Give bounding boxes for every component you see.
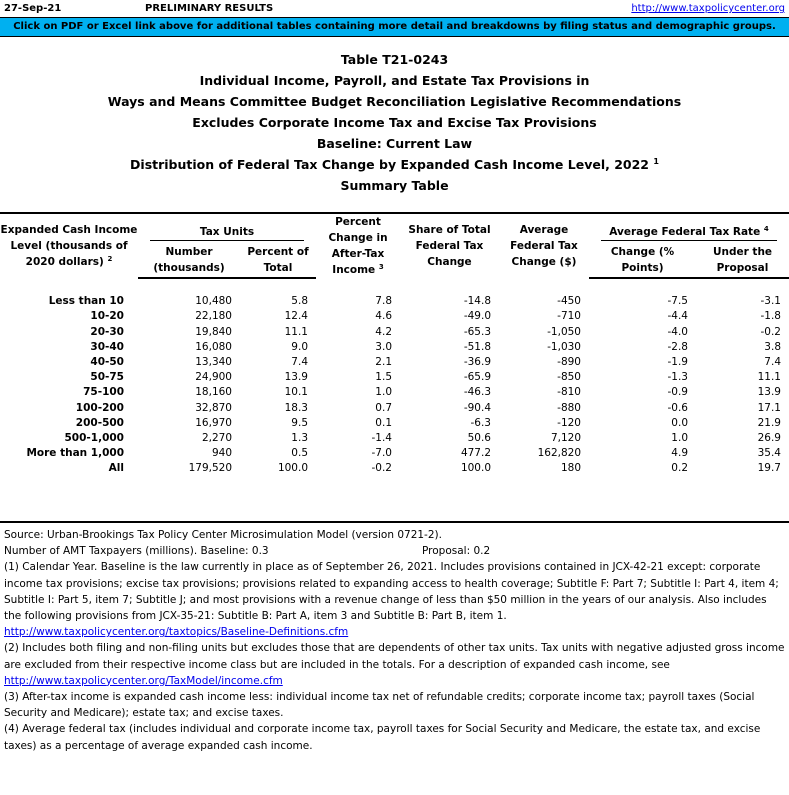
change-points-cell: -1.9 <box>667 356 688 369</box>
footnote-3: (3) After-tax income is expanded cash income less: individual income tax net of refundable credits; corporate income tax; payroll taxes (Social Security and Medicare); estate tax; and excise taxes. <box>4 691 755 720</box>
avg-change-cell: 7,120 <box>550 431 581 444</box>
income-level-cell: 20-30 <box>90 325 124 338</box>
income-level-cell: 200-500 <box>75 416 124 429</box>
change-points-header: Change (% Points) <box>589 243 696 278</box>
change-points-cell: -4.0 <box>667 325 688 338</box>
change-points-cell: -1.3 <box>667 371 688 384</box>
table-titles <box>0 49 789 196</box>
rate-cell: 26.9 <box>757 431 781 444</box>
table-body <box>0 278 789 476</box>
share-cell: -36.9 <box>463 356 491 369</box>
pct-change-cell: -1.4 <box>371 431 392 444</box>
table-row <box>0 355 789 370</box>
table-id: Table T21-0243 <box>340 52 449 67</box>
avg-change-cell: -120 <box>557 416 581 429</box>
info-banner: Click on PDF or Excel link above for additional tables containing more detail and breakdowns by filing status and demographic groups. <box>0 17 789 37</box>
avg-change-cell: -890 <box>557 356 581 369</box>
share-cell: -46.3 <box>463 386 491 399</box>
rate-cell: 21.9 <box>757 416 781 429</box>
change-points-cell: -7.5 <box>667 295 688 308</box>
change-points-cell: -0.9 <box>667 386 688 399</box>
pct-total-cell: 13.9 <box>284 371 308 384</box>
change-points-cell: 0.0 <box>671 416 688 429</box>
avg-change-cell: 180 <box>560 462 581 475</box>
table-row <box>0 416 789 431</box>
table-row <box>0 325 789 340</box>
avg-change-header: Average Federal Tax Change ($) <box>499 213 589 278</box>
pct-total-cell: 0.5 <box>291 447 308 460</box>
tax-units-header: Tax Units <box>138 213 316 243</box>
number-header: Number (thousands) <box>138 243 240 278</box>
rate-cell: 35.4 <box>757 447 781 460</box>
baseline-line: Baseline: Current Law <box>316 136 473 151</box>
source-note: Source: Urban-Brookings Tax Policy Center Microsimulation Model (version 0721-2). <box>4 529 442 541</box>
pct-change-cell: 0.1 <box>375 416 392 429</box>
change-points-cell: -0.6 <box>667 401 688 414</box>
pct-total-cell: 18.3 <box>284 401 308 414</box>
number-cell: 10,480 <box>195 295 232 308</box>
rate-cell: 13.9 <box>757 386 781 399</box>
avg-change-cell: -710 <box>557 310 581 323</box>
pct-total-cell: 10.1 <box>284 386 308 399</box>
share-cell: -6.3 <box>470 416 491 429</box>
number-cell: 24,900 <box>195 371 232 384</box>
pct-total-cell: 9.5 <box>291 416 308 429</box>
title-line-1: Individual Income, Payroll, and Estate Tax Provisions in <box>199 73 590 88</box>
change-points-cell: 0.2 <box>671 462 688 475</box>
rate-cell: 19.7 <box>757 462 781 475</box>
footnote-1: (1) Calendar Year. Baseline is the law currently in place as of September 26, 2021. Includes provisions contained in JCX-42-21 except: corporate income tax provisions; excise tax provisions; provisions related to expanding access to health coverage; Subtitle F: Part 7; Subtitle I: Part 4, item 4; Subtitle I: Part 5, item 7; Subtitle J; and most provisions with a revenue change of less than $50 million in the years of our analysis. Also includes the following provisions from JCX-35-21: Subtitle B: Part A, item 3 and Subtitle B: Part B, item 1. <box>4 561 779 623</box>
rate-cell: 11.1 <box>757 371 781 384</box>
distribution-table <box>0 212 789 476</box>
income-definition-link[interactable]: http://www.taxpolicycenter.org/TaxModel/income.cfm <box>4 674 283 687</box>
pct-change-cell: 1.0 <box>375 386 392 399</box>
tpc-home-link[interactable]: http://www.taxpolicycenter.org <box>631 3 785 14</box>
income-level-header: Expanded Cash Income Level (thousands of 2020 dollars) $^2$ <box>0 213 138 278</box>
footnote-2: (2) Includes both filing and non-filing units but excludes those that are dependents of other tax units. Tax units with negative adjusted gross income are excluded from their respective income class but are included in the totals. For a description of expanded cash income, see <box>4 642 785 671</box>
share-header: Share of Total Federal Tax Change <box>400 213 499 278</box>
income-level-cell: 50-75 <box>90 371 124 384</box>
pct-total-cell: 1.3 <box>291 431 308 444</box>
change-points-cell: 4.9 <box>671 447 688 460</box>
table-row <box>0 385 789 400</box>
number-cell: 18,160 <box>195 386 232 399</box>
table-row <box>0 461 789 476</box>
change-points-cell: -4.4 <box>667 310 688 323</box>
income-level-cell: Less than 10 <box>48 295 124 308</box>
pct-change-header: Percent Change in After-Tax Income $^3$ <box>316 213 400 278</box>
baseline-definitions-link[interactable]: http://www.taxpolicycenter.org/taxtopics/Baseline-Definitions.cfm <box>4 626 349 639</box>
change-points-cell: 1.0 <box>671 431 688 444</box>
table-row <box>0 294 789 309</box>
income-level-cell: All <box>108 462 124 475</box>
avg-rate-header: Average Federal Tax Rate $^4$ <box>589 213 789 243</box>
avg-change-cell: -1,050 <box>547 325 581 338</box>
number-cell: 940 <box>211 447 232 460</box>
share-cell: 50.6 <box>467 431 491 444</box>
table-row <box>0 340 789 355</box>
share-cell: -51.8 <box>463 340 491 353</box>
share-cell: 100.0 <box>460 462 491 475</box>
summary-title: Summary Table <box>340 178 449 193</box>
income-level-cell: 30-40 <box>90 340 124 353</box>
pct-change-cell: 0.7 <box>375 401 392 414</box>
title-line-3: Excludes Corporate Income Tax and Excise Tax Provisions <box>192 115 597 130</box>
avg-change-cell: -850 <box>557 371 581 384</box>
table-row <box>0 309 789 324</box>
footnotes <box>0 521 789 754</box>
pct-total-header: Percent of Total <box>240 243 316 278</box>
share-cell: -90.4 <box>463 401 491 414</box>
income-level-cell: 75-100 <box>83 386 124 399</box>
title-line-2: Ways and Means Committee Budget Reconciliation Legislative Recommendations <box>107 94 682 109</box>
income-level-cell: 40-50 <box>90 356 124 369</box>
report-date: 27-Sep-21 <box>4 3 62 14</box>
pct-change-cell: 4.2 <box>375 325 392 338</box>
rate-cell: 7.4 <box>764 356 781 369</box>
avg-change-cell: -450 <box>557 295 581 308</box>
table-row <box>0 370 789 385</box>
pct-change-cell: 4.6 <box>375 310 392 323</box>
footnote-4: (4) Average federal tax (includes individual and corporate income tax, payroll taxes for Social Security and Medicare, the estate tax, and excise taxes) as a percentage of average expanded cash income. <box>4 723 761 752</box>
amt-note: Number of AMT Taxpayers (millions). Baseline: 0.3 Proposal: 0.2 <box>4 545 491 558</box>
pct-change-cell: 2.1 <box>375 356 392 369</box>
number-cell: 32,870 <box>195 401 232 414</box>
pct-change-cell: 3.0 <box>375 340 392 353</box>
share-cell: 477.2 <box>460 447 491 460</box>
avg-change-cell: -810 <box>557 386 581 399</box>
number-cell: 16,970 <box>195 416 232 429</box>
footnote-ref-1: 1 <box>653 157 659 166</box>
income-level-cell: More than 1,000 <box>26 447 124 460</box>
income-level-cell: 100-200 <box>75 401 124 414</box>
pct-change-cell: -7.0 <box>371 447 392 460</box>
number-cell: 19,840 <box>195 325 232 338</box>
pct-total-cell: 11.1 <box>284 325 308 338</box>
pct-change-cell: 7.8 <box>375 295 392 308</box>
income-level-cell: 500-1,000 <box>64 431 124 444</box>
number-cell: 22,180 <box>195 310 232 323</box>
pct-change-cell: -0.2 <box>371 462 392 475</box>
table-row <box>0 401 789 416</box>
pct-change-cell: 1.5 <box>375 371 392 384</box>
avg-change-cell: -880 <box>557 401 581 414</box>
share-cell: -14.8 <box>463 295 491 308</box>
number-cell: 179,520 <box>188 462 232 475</box>
rate-cell: 3.8 <box>764 340 781 353</box>
change-points-cell: -2.8 <box>667 340 688 353</box>
pct-total-cell: 12.4 <box>284 310 308 323</box>
table-row <box>0 446 789 461</box>
top-bar <box>0 0 789 17</box>
share-cell: -49.0 <box>463 310 491 323</box>
table-row <box>0 431 789 446</box>
share-cell: -65.3 <box>463 325 491 338</box>
pct-total-cell: 9.0 <box>291 340 308 353</box>
income-level-cell: 10-20 <box>90 310 124 323</box>
number-cell: 16,080 <box>195 340 232 353</box>
avg-change-cell: 162,820 <box>537 447 581 460</box>
number-cell: 2,270 <box>201 431 232 444</box>
rate-cell: -0.2 <box>760 325 781 338</box>
number-cell: 13,340 <box>195 356 232 369</box>
preliminary-label: PRELIMINARY RESULTS <box>145 3 274 14</box>
title-line-5: Distribution of Federal Tax Change by Expanded Cash Income Level, 2022 $^1$ <box>130 157 659 172</box>
under-proposal-header: Under the Proposal <box>696 243 789 278</box>
pct-total-cell: 7.4 <box>291 356 308 369</box>
rate-cell: -3.1 <box>760 295 781 308</box>
pct-total-cell: 5.8 <box>291 295 308 308</box>
avg-change-cell: -1,030 <box>547 340 581 353</box>
rate-cell: -1.8 <box>760 310 781 323</box>
pct-total-cell: 100.0 <box>277 462 308 475</box>
share-cell: -65.9 <box>463 371 491 384</box>
rate-cell: 17.1 <box>757 401 781 414</box>
